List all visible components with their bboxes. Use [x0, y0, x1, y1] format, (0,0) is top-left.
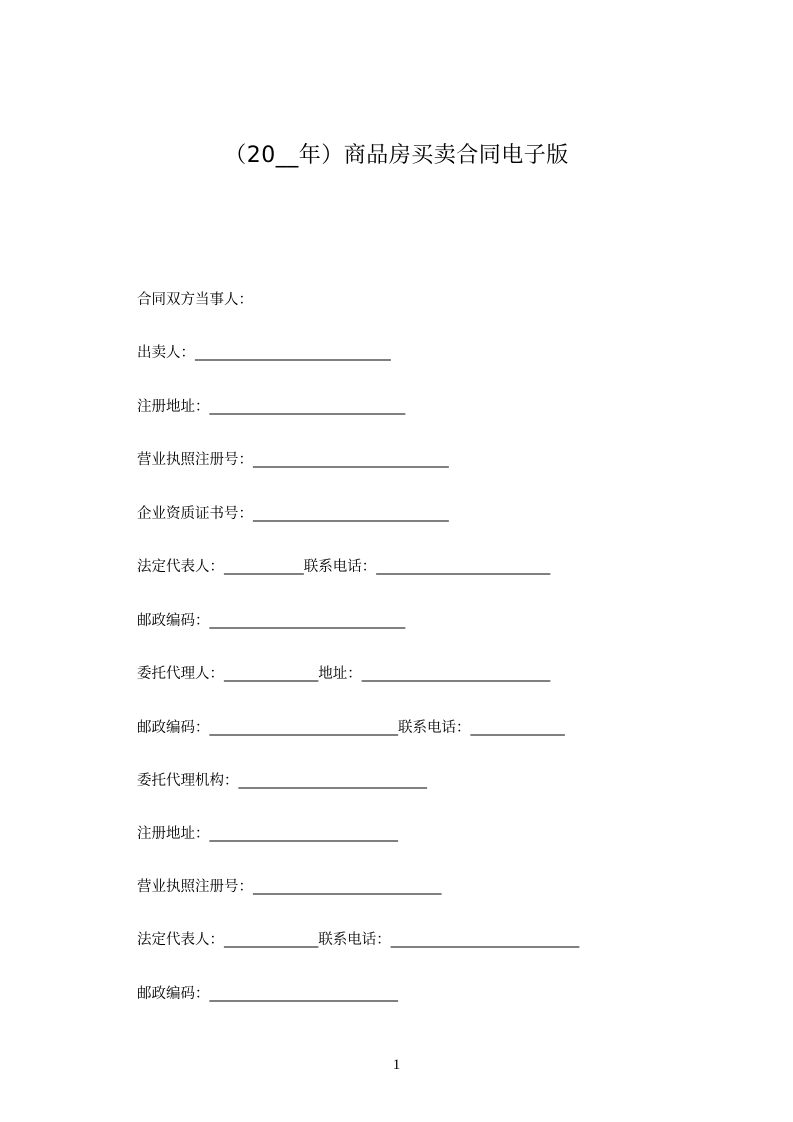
agency-registered-address-line: 注册地址：__________________________: [137, 826, 398, 842]
legal-rep-phone-line: 法定代表人：___________联系电话：________________________: [137, 559, 551, 575]
registered-address-line: 注册地址：___________________________: [137, 399, 406, 415]
seller-line: 出卖人：___________________________: [137, 345, 391, 361]
page-number: 1: [392, 1057, 401, 1073]
postal-code-line: 邮政编码：___________________________: [137, 613, 406, 629]
document-title: （20__年）商品房买卖合同电子版: [224, 143, 569, 168]
agency-business-license-line: 营业执照注册号：__________________________: [137, 879, 442, 895]
agent-address-line: 委托代理人：_____________地址：__________________________: [137, 666, 551, 682]
business-license-line: 营业执照注册号：___________________________: [137, 452, 449, 468]
agency-legal-rep-phone-line: 法定代表人：_____________联系电话：__________________________: [137, 932, 580, 948]
contract-parties-heading: 合同双方当事人：: [137, 292, 253, 308]
qualification-cert-line: 企业资质证书号：___________________________: [137, 506, 449, 522]
agency-postal-code-line: 邮政编码：__________________________: [137, 986, 398, 1002]
agency-line: 委托代理机构：__________________________: [137, 773, 427, 789]
postal-code-phone-line: 邮政编码：__________________________联系电话：_____________: [137, 720, 565, 736]
